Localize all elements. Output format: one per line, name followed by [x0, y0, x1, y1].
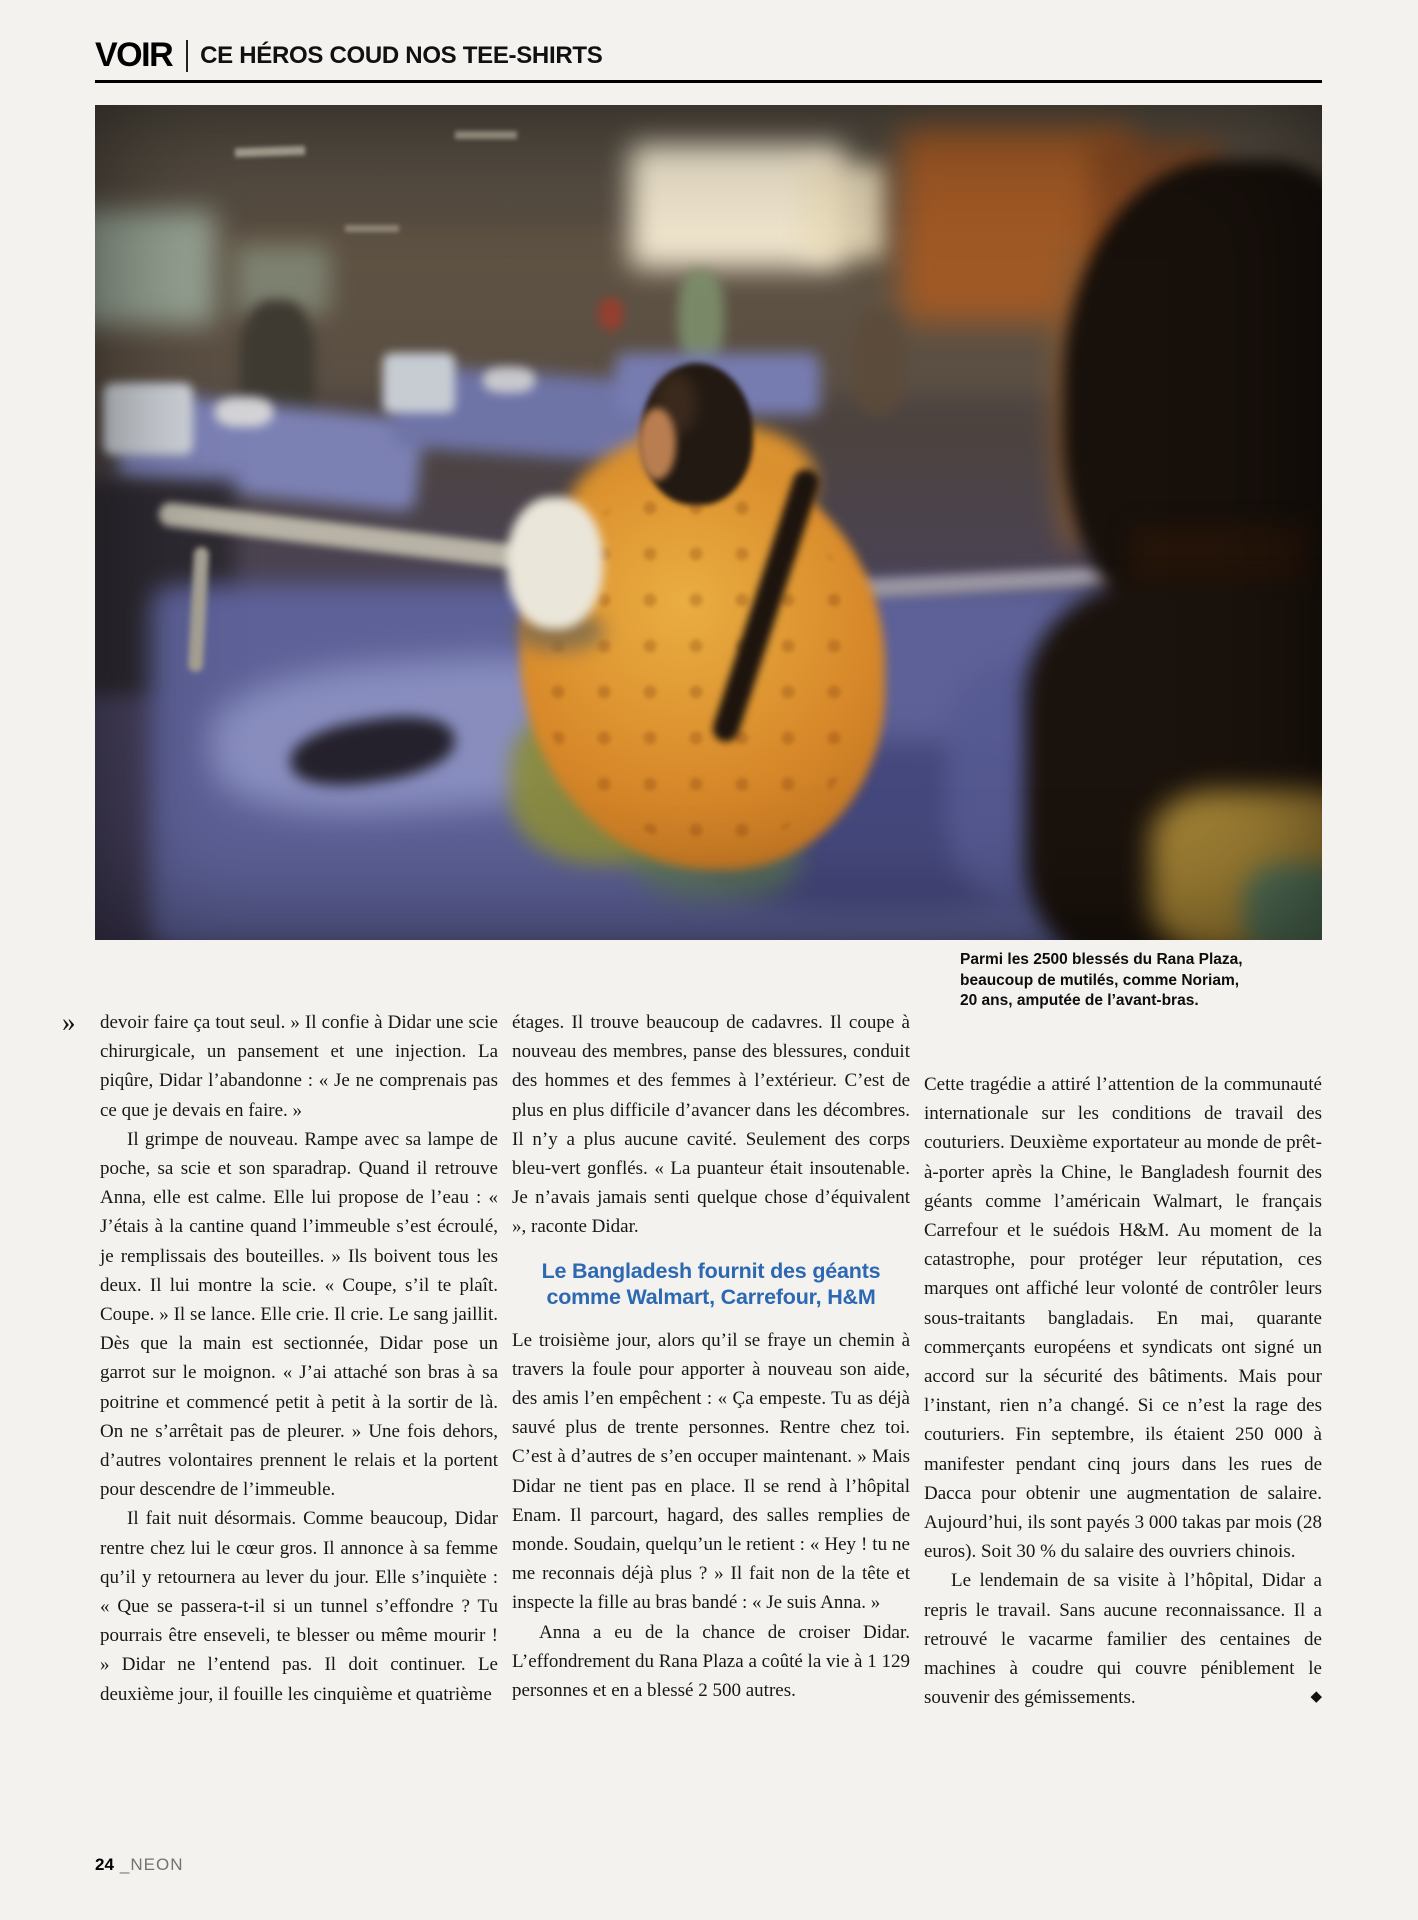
body-column-2: [512, 1008, 910, 1705]
body-paragraph: [924, 1566, 1322, 1712]
magazine-name: _NEON: [119, 1855, 184, 1874]
article-end-diamond: ◆: [1310, 1689, 1322, 1706]
body-paragraph-text: Le lendemain de sa visite à l’hôpital, Didar a repris le travail. Sans aucune reconnaissance. Il a retrouvé le vacarme familier des centaines de machines à coudre qui couvre péniblement le souvenir des gémissements.: [924, 1570, 1322, 1709]
header-rule: [95, 80, 1322, 83]
photo-vignette: [95, 105, 1322, 940]
caption-line: 20 ans, amputée de l’avant-bras.: [960, 992, 1199, 1009]
caption-line: beaucoup de mutilés, comme Noriam,: [960, 971, 1240, 989]
body-column-3: [924, 1008, 1322, 1712]
body-paragraph: Le troisième jour, alors qu’il se fraye un chemin à travers la foule pour apporter à nouveau son aide, des amis l’en empêchent : « Ça empeste. Tu as déjà sauvé plus de trente personnes. Rentre chez toi. C’est à d’autres de s’en occuper maintenant. » Mais Didar ne tient pas en place. Il se rend à l’hôpital Enam. Il parcourt, hagard, des salles remplies de monde. Soudain, quelqu’un le retient : « Hey ! tu ne me reconnais déjà plus ? » Il fait non de la tête et inspecte la fille au bras bandé : « Je suis Anna. »: [512, 1329, 910, 1614]
body-paragraph: Il fait nuit désormais. Comme beaucoup, Didar rentre chez lui le cœur gros. Il annonce à sa femme qu’il y retournera au lever du jour. Elle s’inquiète : « Que se passera-t-il si un tunnel s’effondre ? Tu pourrais être enseveli, te blesser ou même mourir ! » Didar ne l’entend pas. Il doit continuer. Le deuxième jour, il fouille les cinquième et quatrième: [100, 1508, 498, 1705]
body-column-1: [62, 1007, 498, 1709]
body-paragraph: Anna a eu de la chance de croiser Didar. L’effondrement du Rana Plaza a coûté la vie à 1 129 personnes et en a blessé 2 500 autres.: [512, 1621, 910, 1702]
caption-line: Parmi les 2500 blessés du Rana Plaza,: [960, 951, 1243, 968]
article-photo: [95, 105, 1322, 940]
article-kicker-title: CE HÉROS COUD NOS TEE-SHIRTS: [200, 41, 603, 69]
page-footer: [95, 1855, 184, 1875]
body-paragraph: Il grimpe de nouveau. Rampe avec sa lampe de poche, sa scie et son sparadrap. Quand il retrouve Anna, elle est calme. Elle lui propose de l’eau : « J’étais à la cantine quand l’immeuble s’est écroulé, je remplissais des bouteilles. » Ils boivent tous les deux. Il lui montre la scie. « Coupe, s’il te plaît. Coupe. » Il se lance. Elle crie. Il crie. Le sang jaillit. Dès que la main est sectionnée, Didar pose un garrot sur le moignon. « J’ai attaché son bras à sa poitrine et commencé petit à petit à la sortir de là. On ne s’arrêtait pas de pleurer. » Une fois dehors, d’autres volontaires prennent le relais et la portent pour descendre de l’immeuble.: [100, 1128, 498, 1501]
photo-caption: [960, 950, 1322, 1012]
subhead-line: Le Bangladesh fournit des géants: [541, 1258, 881, 1283]
page-header: [95, 36, 1322, 84]
body-paragraph: devoir faire ça tout seul. » Il confie à Didar une scie chirurgicale, un pansement et une injection. La piqûre, Didar l’abandonne : « Je ne comprenais pas ce que je devais en faire. »: [100, 1012, 498, 1121]
subhead-line: comme Walmart, Carrefour, H&M: [546, 1285, 876, 1310]
header-divider: [186, 40, 188, 72]
body-paragraph: étages. Il trouve beaucoup de cadavres. Il coupe à nouveau des membres, panse des blessures, conduit des hommes et des femmes à l’extérieur. C’est de plus en plus difficile d’avancer dans les décombres. Il n’y a plus aucune cavité. Seulement des corps bleu-vert gonflés. « La puanteur était insoutenable. Je n’avais jamais senti quelque chose d’équivalent », raconte Didar.: [512, 1012, 910, 1238]
article-subhead: [512, 1258, 910, 1311]
section-label: VOIR: [95, 36, 173, 74]
page-number: 24: [95, 1855, 114, 1874]
body-paragraph: Cette tragédie a attiré l’attention de la communauté internationale sur les conditions de travail des couturiers. Deuxième exportateur au monde de prêt-à-porter après la Chine, le Bangladesh fournit des géants comme l’américain Walmart, le français Carrefour et le suédois H&M. Au moment de la catastrophe, pour protéger leur réputation, ces marques ont affiché leur volonté de contrôler leurs sous-traitants bangladais. En mai, quarante commerçants européens et syndicats ont signé un accord sur la sécurité des bâtiments. Mais pour l’instant, rien n’a changé. Si ce n’est la rage des couturiers. Fin septembre, ils étaient 250 000 à manifester pendant cinq jours dans les rues de Dacca pour obtenir une augmentation de salaire. Aujourd’hui, ils sont payés 3 000 takas par mois (28 euros). Soit 30 % du salaire des ouvriers chinois.: [924, 1074, 1322, 1563]
continuation-mark: »: [62, 1007, 74, 1037]
